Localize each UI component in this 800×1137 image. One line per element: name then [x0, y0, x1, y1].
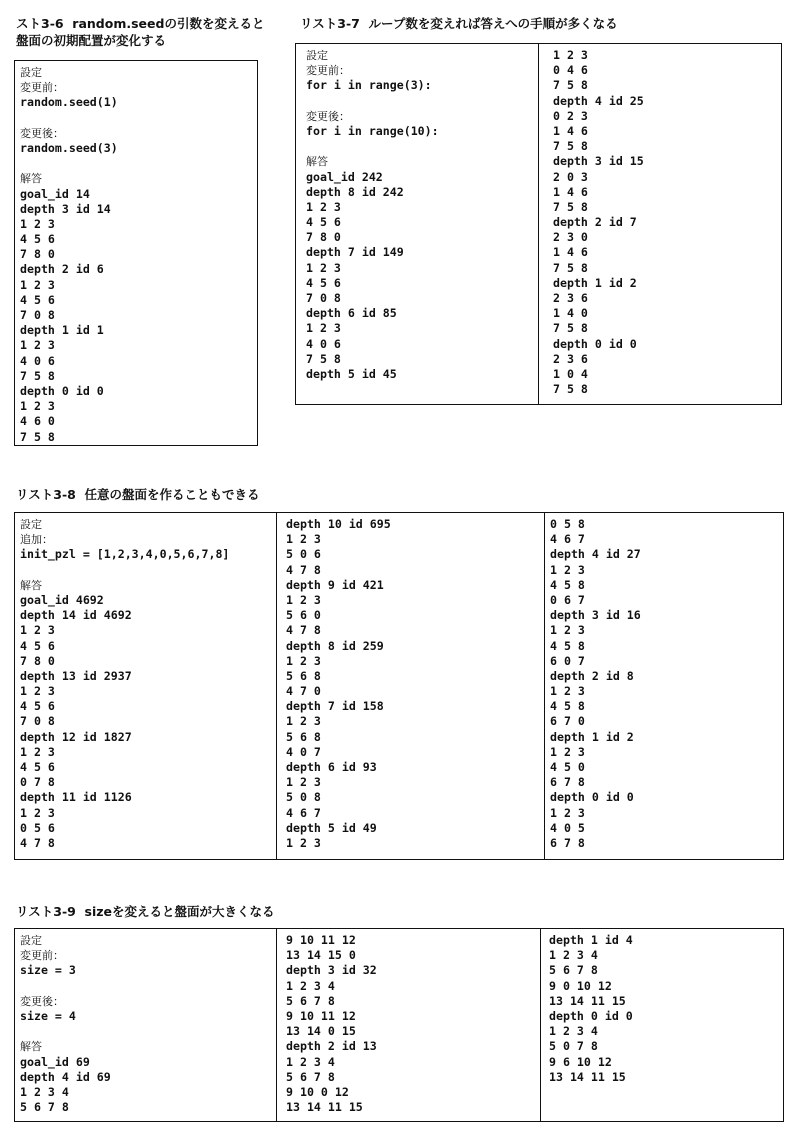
code-line: depth 7 id 149 — [306, 245, 404, 260]
code-line — [20, 563, 275, 578]
code-line: random.seed(3) — [20, 140, 118, 155]
code-line: depth 1 id 4 — [549, 933, 633, 947]
code-line: 7 8 0 — [20, 247, 55, 262]
list-3-8-col2 — [276, 513, 544, 859]
code-line: depth 4 id 27 — [550, 547, 641, 562]
code-line: 設定 — [20, 518, 42, 531]
code-line: 1 0 4 — [553, 366, 588, 381]
code-line: 1 2 3 — [286, 653, 321, 668]
code-line: for i in range(10): — [306, 123, 439, 138]
code-line: 4 5 6 — [20, 638, 55, 653]
code-line: depth 2 id 8 — [550, 668, 634, 683]
code-line: 4 7 0 — [286, 684, 321, 699]
code-line: 4 5 6 — [20, 699, 55, 714]
code-line: 0 7 8 — [20, 775, 55, 790]
code-line: 変更前： — [20, 949, 64, 963]
code-line: 1 2 3 — [550, 684, 585, 699]
code-line: goal_id 14 — [20, 186, 90, 201]
code-line: depth 4 id 25 — [553, 93, 644, 108]
code-line: depth 6 id 93 — [286, 760, 377, 774]
code-line: 9 10 11 12 — [286, 933, 356, 947]
code-line: size = 3 — [20, 963, 76, 978]
code-line: 追加： — [20, 533, 53, 547]
code-line: 5 6 7 8 — [20, 1100, 69, 1115]
code-line: depth 14 id 4692 — [20, 608, 132, 623]
code-line: 13 14 0 15 — [286, 1024, 356, 1039]
code-line: 7 5 8 — [20, 368, 55, 383]
code-line: 1 2 3 — [286, 592, 321, 607]
code-line: 5 6 0 — [286, 608, 321, 623]
code-line: 1 2 3 — [20, 805, 55, 820]
code-line: 7 5 8 — [553, 321, 588, 336]
code-line — [20, 1024, 275, 1039]
list-3-7-col1 — [301, 44, 537, 404]
list-3-9-title: リスト3-9 sizeを変えると盤面が大きくなる — [16, 904, 275, 919]
code-line: depth 13 id 2937 — [20, 668, 132, 683]
code-line: 9 6 10 12 — [549, 1054, 612, 1069]
code-line: 7 0 8 — [20, 714, 55, 729]
code-line: 1 2 3 — [286, 835, 321, 850]
code-line: for i in range(3): — [306, 78, 432, 93]
code-line: 7 8 0 — [306, 230, 341, 245]
code-line: 0 2 3 — [553, 108, 588, 123]
code-line: 7 8 0 — [20, 653, 55, 668]
code-line: 1 2 3 — [20, 216, 55, 231]
code-line: 4 5 8 — [550, 699, 585, 714]
code-line: 1 2 3 — [306, 321, 341, 336]
code-line: 9 10 0 12 — [286, 1084, 349, 1099]
code-line: 4 0 7 — [286, 744, 321, 759]
code-line: 1 2 3 — [20, 338, 55, 353]
code-line: 4 0 5 — [550, 820, 585, 835]
code-line: 1 4 0 — [553, 306, 588, 321]
code-line: 5 6 8 — [286, 729, 321, 744]
code-line: depth 9 id 421 — [286, 577, 384, 592]
code-line: 1 2 3 4 — [286, 1054, 335, 1069]
code-line: 5 6 7 8 — [549, 963, 598, 978]
code-line: depth 2 id 13 — [286, 1039, 377, 1054]
code-line: 4 5 6 — [20, 292, 55, 307]
code-line: 5 0 8 — [286, 790, 321, 805]
code-line: 1 2 3 4 — [549, 948, 598, 963]
code-line: 1 2 3 — [20, 744, 55, 759]
code-line: init_pzl = [1,2,3,4,0,5,6,7,8] — [20, 547, 230, 562]
code-line: 5 6 8 — [286, 668, 321, 683]
code-line: 4 0 6 — [306, 336, 341, 351]
code-line: depth 5 id 45 — [306, 366, 397, 381]
code-line: 7 0 8 — [20, 308, 55, 322]
code-line: 4 0 6 — [20, 353, 55, 368]
list-3-7-box — [295, 43, 782, 405]
code-line: depth 1 id 2 — [553, 275, 637, 290]
code-line: 7 5 8 — [553, 260, 588, 275]
code-line: depth 3 id 32 — [286, 963, 377, 978]
code-line: 1 2 3 — [550, 623, 585, 638]
code-line: 4 6 7 — [286, 805, 321, 820]
code-line: depth 8 id 259 — [286, 638, 384, 653]
code-line: 13 14 11 15 — [549, 993, 626, 1008]
code-line: 設定 — [20, 934, 42, 947]
code-line: depth 12 id 1827 — [20, 729, 132, 744]
code-line: 1 2 3 — [286, 532, 321, 547]
code-line: depth 7 id 158 — [286, 699, 384, 714]
code-line: 4 7 8 — [20, 835, 55, 850]
code-line: 4 7 8 — [286, 623, 321, 638]
list-3-6-title-line1: スト3-6 random.seedの引数を変えると — [16, 16, 265, 31]
code-line: depth 2 id 7 — [553, 215, 637, 230]
code-line: 7 5 8 — [306, 351, 341, 366]
code-line: 7 5 8 — [553, 382, 588, 397]
code-line: goal_id 69 — [20, 1054, 90, 1069]
code-line: 1 2 3 — [550, 562, 585, 577]
code-line — [20, 156, 255, 171]
code-line: 解答 — [20, 1040, 42, 1054]
list-3-7-title: リスト3-7 ループ数を変えれば答えへの手順が多くなる — [300, 16, 618, 31]
code-line: depth 3 id 16 — [550, 608, 641, 623]
list-3-8-box — [14, 512, 784, 860]
code-line: 4 6 7 — [550, 532, 585, 547]
code-line: 変更後： — [20, 126, 64, 140]
code-line: depth 3 id 14 — [20, 201, 111, 216]
code-line: 変更後： — [306, 109, 350, 123]
code-line: 0 6 7 — [550, 592, 585, 607]
code-line: 変更後： — [20, 994, 64, 1008]
code-line: 9 0 10 12 — [549, 978, 612, 993]
code-line: depth 0 id 0 — [553, 336, 637, 351]
code-line: 解答 — [306, 155, 328, 169]
code-line: 13 14 11 15 — [549, 1069, 626, 1084]
list-3-7-col2 — [538, 44, 778, 404]
code-line: 1 2 3 — [286, 714, 321, 729]
code-line — [306, 94, 537, 109]
list-3-6-col1 — [15, 61, 255, 445]
code-line: 4 5 8 — [550, 638, 585, 653]
code-line: 1 2 3 4 — [20, 1084, 69, 1099]
list-3-9-col1 — [15, 929, 275, 1121]
code-line: 4 5 0 — [550, 760, 585, 774]
code-line: 変更前： — [20, 81, 64, 95]
code-line: 5 0 6 — [286, 547, 321, 562]
code-line: 1 2 3 4 — [286, 978, 335, 993]
code-line: 4 6 0 — [20, 414, 55, 429]
code-line: 13 14 11 15 — [286, 1100, 363, 1115]
code-line: 1 4 6 — [553, 123, 588, 138]
code-line: 13 14 15 0 — [286, 948, 356, 963]
code-line: 1 4 6 — [553, 184, 588, 199]
code-line: depth 11 id 1126 — [20, 790, 132, 805]
code-line: 4 5 6 — [306, 275, 341, 290]
code-line: 0 4 6 — [553, 63, 588, 78]
code-line: 1 4 6 — [553, 245, 588, 260]
code-line: 7 0 8 — [306, 291, 341, 305]
code-line: 1 2 3 — [306, 199, 341, 214]
code-line: 解答 — [20, 172, 42, 186]
code-line: depth 0 id 0 — [20, 383, 104, 398]
code-line: goal_id 4692 — [20, 592, 104, 607]
code-line: depth 0 id 0 — [549, 1008, 633, 1023]
code-line — [20, 979, 275, 994]
code-line: goal_id 242 — [306, 169, 383, 184]
code-line: 7 5 8 — [553, 139, 588, 154]
code-line: 5 6 7 8 — [286, 1069, 335, 1084]
code-line: 2 3 6 — [553, 291, 588, 305]
list-3-9-col2 — [276, 929, 540, 1121]
code-line: 1 2 3 — [553, 48, 588, 62]
list-3-9-box — [14, 928, 784, 1122]
code-line: 7 5 8 — [20, 429, 55, 444]
code-line: 1 2 3 — [550, 805, 585, 820]
code-line: 1 2 3 — [20, 277, 55, 292]
code-line: 1 2 3 — [306, 260, 341, 275]
code-line: depth 3 id 15 — [553, 154, 644, 169]
code-line: 2 0 3 — [553, 169, 588, 184]
code-line: depth 4 id 69 — [20, 1069, 111, 1084]
code-line: 0 5 6 — [20, 820, 55, 835]
code-line: depth 10 id 695 — [286, 517, 391, 531]
code-line — [20, 111, 255, 126]
code-line: 6 7 8 — [550, 835, 585, 850]
code-line: 解答 — [20, 578, 42, 592]
code-line: 7 5 8 — [553, 78, 588, 93]
list-3-9-col3 — [540, 929, 780, 1121]
code-line: 設定 — [20, 66, 42, 79]
code-line: depth 6 id 85 — [306, 306, 397, 321]
code-line — [306, 139, 537, 154]
code-line: 9 10 11 12 — [286, 1008, 356, 1023]
code-line: 1 2 3 — [20, 623, 55, 638]
list-3-8-col1 — [15, 513, 275, 859]
code-line: depth 2 id 6 — [20, 262, 104, 277]
code-line: 4 5 6 — [20, 232, 55, 247]
code-line: 6 7 0 — [550, 714, 585, 729]
code-line: 6 0 7 — [550, 653, 585, 668]
code-line: 1 2 3 — [20, 684, 55, 699]
code-line: 4 7 8 — [286, 562, 321, 577]
code-line: 2 3 6 — [553, 351, 588, 366]
code-line: depth 1 id 1 — [20, 323, 104, 338]
code-line: depth 0 id 0 — [550, 790, 634, 805]
list-3-8-title: リスト3-8 任意の盤面を作ることもできる — [16, 487, 260, 502]
code-line: size = 4 — [20, 1008, 76, 1023]
code-line: 1 2 3 — [550, 744, 585, 759]
code-line: 設定 — [306, 49, 328, 62]
code-line: 0 5 8 — [550, 517, 585, 531]
list-3-8-col3 — [544, 513, 779, 859]
list-3-6-title-line2: 盤面の初期配置が変化する — [16, 33, 167, 48]
code-line: random.seed(1) — [20, 95, 118, 110]
code-line: 4 5 8 — [550, 577, 585, 592]
code-line: depth 1 id 2 — [550, 729, 634, 744]
code-line: 変更前： — [306, 64, 350, 78]
code-line: 2 3 0 — [553, 230, 588, 245]
code-line: 6 7 8 — [550, 775, 585, 790]
code-line: 7 5 8 — [553, 199, 588, 214]
list-3-6-box — [14, 60, 258, 446]
code-line: 1 2 3 — [20, 399, 55, 414]
code-line: 1 2 3 4 — [549, 1024, 598, 1039]
code-line: 5 6 7 8 — [286, 993, 335, 1008]
code-line: 1 2 3 — [286, 775, 321, 790]
code-line: depth 8 id 242 — [306, 184, 404, 199]
code-line: 4 5 6 — [306, 215, 341, 230]
code-line: depth 5 id 49 — [286, 820, 377, 835]
code-line: 5 0 7 8 — [549, 1039, 598, 1054]
code-line: 4 5 6 — [20, 760, 55, 774]
